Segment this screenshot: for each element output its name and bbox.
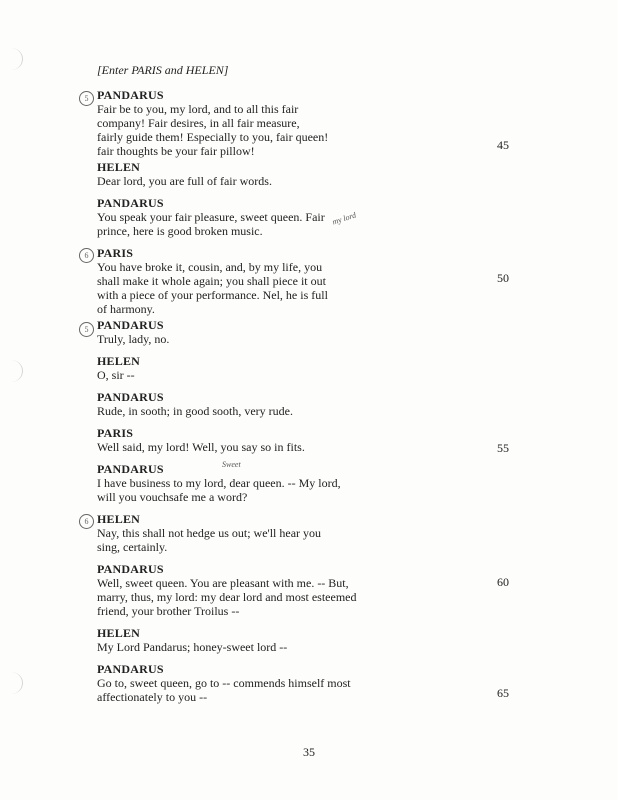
speaker-name: HELEN xyxy=(97,354,141,368)
speaker-name: PANDARUS xyxy=(97,390,164,404)
dialogue-line: fairly guide them! Especially to you, fair queen! xyxy=(97,130,329,144)
dialogue-line: Go to, sweet queen, go to -- commends himself most xyxy=(97,676,351,690)
speech-block xyxy=(97,390,477,418)
speech-block xyxy=(97,246,477,316)
dialogue-line: with a piece of your performance. Nel, he is full xyxy=(97,288,328,302)
line-number: 60 xyxy=(497,575,509,589)
handwritten-note: my lord xyxy=(331,210,358,227)
speaker-name: PARIS xyxy=(97,246,134,260)
dialogue-line: shall make it whole again; you shall piece it out xyxy=(97,274,326,288)
circled-note: 5 xyxy=(79,322,94,337)
speaker-name: PANDARUS xyxy=(97,318,164,332)
speech-block xyxy=(97,196,477,238)
speaker-name: HELEN xyxy=(97,626,141,640)
dialogue-line: sing, certainly. xyxy=(97,540,168,554)
speaker-name: HELEN xyxy=(97,512,141,526)
line-number: 50 xyxy=(497,271,509,285)
speaker-name: PANDARUS xyxy=(97,88,164,102)
punch-hole xyxy=(0,360,23,382)
speech-block xyxy=(97,662,477,704)
speech-block xyxy=(97,512,477,554)
dialogue-line: O, sir -- xyxy=(97,368,135,382)
speaker-name: PANDARUS xyxy=(97,462,164,476)
dialogue-line: Well, sweet queen. You are pleasant with me. -- But, xyxy=(97,576,349,590)
line-number: 45 xyxy=(497,138,509,152)
dialogue-line: I have business to my lord, dear queen. -- My lord, xyxy=(97,476,341,490)
circled-note: 6 xyxy=(79,514,94,529)
speaker-name: HELEN xyxy=(97,160,141,174)
speech-block xyxy=(97,88,477,158)
speech-block xyxy=(97,562,477,618)
circled-note: 5 xyxy=(79,91,94,106)
dialogue-line: Rude, in sooth; in good sooth, very rude. xyxy=(97,404,293,418)
dialogue-line: Dear lord, you are full of fair words. xyxy=(97,174,272,188)
line-number: 65 xyxy=(497,686,509,700)
dialogue-line: will you vouchsafe me a word? xyxy=(97,490,248,504)
punch-hole xyxy=(0,48,23,70)
speech-block xyxy=(97,160,477,188)
dialogue-line: You speak your fair pleasure, sweet queen. Fair xyxy=(97,210,325,224)
dialogue-line: Fair be to you, my lord, and to all this fair xyxy=(97,102,299,116)
dialogue-line: marry, thus, my lord: my dear lord and most esteemed xyxy=(97,590,357,604)
speech-block xyxy=(97,626,477,654)
dialogue-line: fair thoughts be your fair pillow! xyxy=(97,144,255,158)
dialogue-line: Truly, lady, no. xyxy=(97,332,170,346)
dialogue-line: company! Fair desires, in all fair measure, xyxy=(97,116,300,130)
dialogue-line: My Lord Pandarus; honey-sweet lord -- xyxy=(97,640,288,654)
handwritten-note: Sweet xyxy=(222,460,241,469)
dialogue-line: Well said, my lord! Well, you say so in fits. xyxy=(97,440,305,454)
speech-block xyxy=(97,426,477,454)
dialogue-line: You have broke it, cousin, and, by my life, you xyxy=(97,260,323,274)
speech-block xyxy=(97,318,477,346)
dialogue-line: Nay, this shall not hedge us out; we'll hear you xyxy=(97,526,322,540)
dialogue-line: friend, your brother Troilus -- xyxy=(97,604,240,618)
dialogue-line: affectionately to you -- xyxy=(97,690,208,704)
circled-note: 6 xyxy=(79,248,94,263)
speaker-name: PARIS xyxy=(97,426,134,440)
speaker-name: PANDARUS xyxy=(97,562,164,576)
dialogue-line: prince, here is good broken music. xyxy=(97,224,263,238)
stage-direction: [Enter PARIS and HELEN] xyxy=(97,63,229,77)
speaker-name: PANDARUS xyxy=(97,196,164,210)
dialogue-line: of harmony. xyxy=(97,302,155,316)
page-number: 35 xyxy=(303,745,315,759)
line-number: 55 xyxy=(497,441,509,455)
speech-block xyxy=(97,354,477,382)
speaker-name: PANDARUS xyxy=(97,662,164,676)
punch-hole xyxy=(0,672,23,694)
speech-block xyxy=(97,462,477,504)
